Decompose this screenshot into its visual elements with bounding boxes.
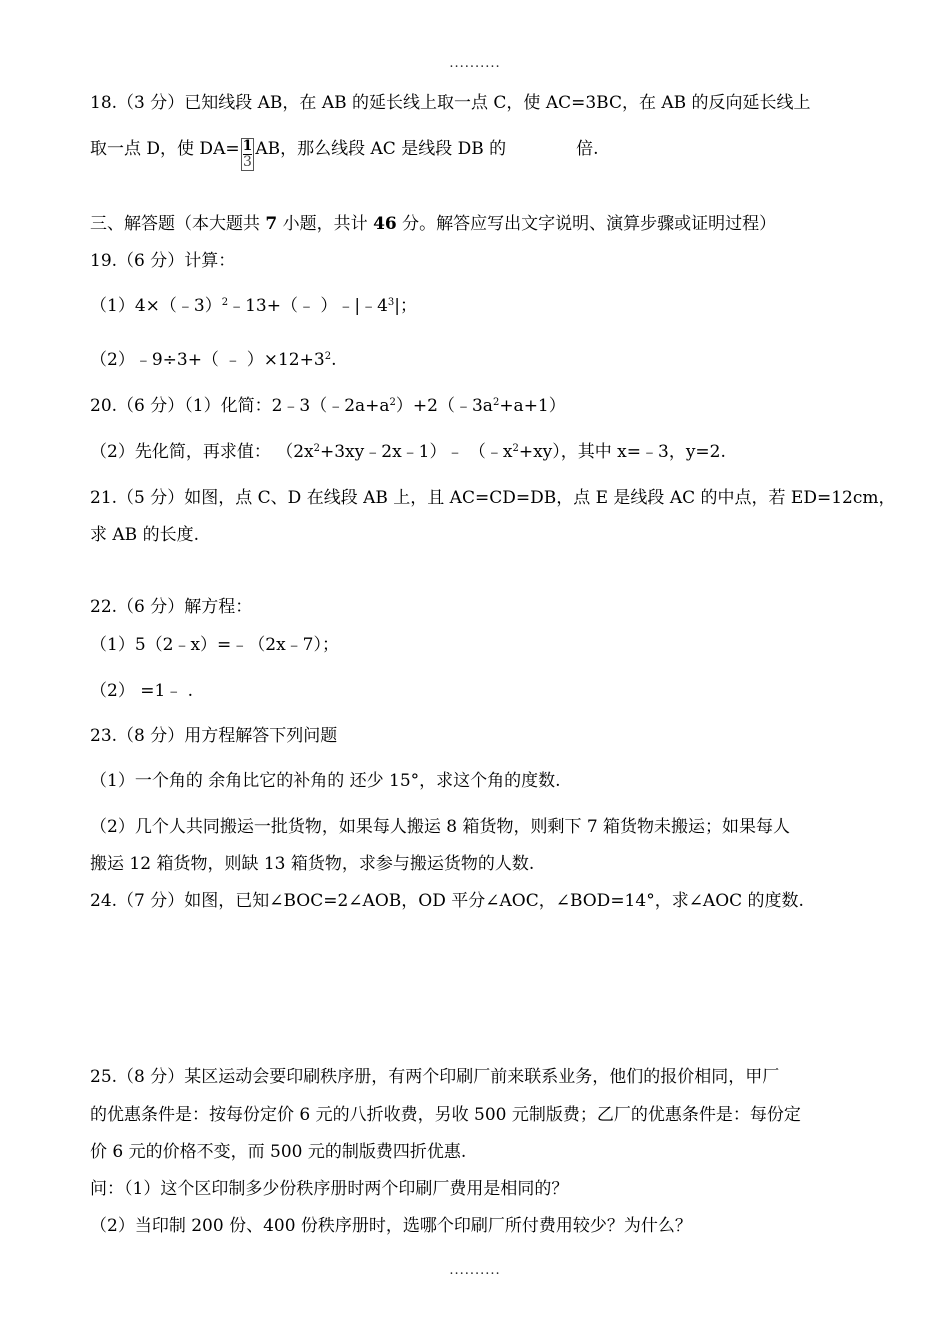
q19-part2 <box>90 349 336 371</box>
q20-p1-b: ）+2（﹣3a <box>395 396 493 416</box>
q20-p2-exp2: 2 <box>512 443 519 454</box>
fraction-one-third <box>241 138 255 171</box>
q25-question2: （2）当印制 200 份、400 份秩序册时，选哪个印刷厂所付费用较少？为什么？ <box>90 1216 692 1236</box>
q25-line2: 的优惠条件是：按每份定价 6 元的八折收费，另收 500 元制版费；乙厂的优惠条件是：每份定 <box>90 1105 801 1125</box>
q23-part1: （1）一个角的 余角比它的补角的 还少 15°，求这个角的度数. <box>90 771 561 791</box>
section-3-text-c: 分。解答应写出文字说明、演算步骤或证明过程） <box>396 214 777 234</box>
q19-p1-c: |； <box>394 296 418 316</box>
q21-line1: 21.（5 分）如图，点 C、D 在线段 AB 上，且 AC=CD=DB，点 E 是线段 AC 的中点，若 ED=12cm， <box>90 488 896 508</box>
q25-question1: 问：（1）这个区印制多少份秩序册时两个印刷厂费用是相同的？ <box>90 1179 569 1199</box>
q18-line1: 18.（3 分）已知线段 AB，在 AB 的延长线上取一点 C，使 AC=3BC，在 AB 的反向延长线上 <box>90 93 811 113</box>
header-dots: .......... <box>449 56 501 71</box>
q19-p2-a: （2）﹣9÷3+（ ﹣ ）×12+3 <box>90 350 325 370</box>
q20-p1-exp2: 2 <box>492 397 500 408</box>
q20-p1-c: +a+1） <box>499 396 566 416</box>
fraction-numerator: 1 <box>242 138 253 154</box>
section-3-text-a: 三、解答题（本大题共 <box>90 214 266 234</box>
q22-part1: （1）5（2﹣x）=﹣（2x﹣7）； <box>90 635 339 655</box>
q25-line1: 25.（8 分）某区运动会要印刷秩序册，有两个印刷厂前来联系业务，他们的报价相同，甲厂 <box>90 1067 780 1087</box>
section-3-points: 46 <box>373 214 397 234</box>
q18-text-a: 取一点 D，使 DA= <box>90 139 240 159</box>
q19-p1-exp1: 2 <box>221 297 229 308</box>
fraction-denominator: 3 <box>243 154 252 170</box>
q20-p2-a: （2）先化简，再求值： （2x <box>90 442 314 462</box>
q18-line2 <box>90 138 599 171</box>
q19-title: 19.（6 分）计算： <box>90 251 236 271</box>
section-3-heading <box>90 213 776 235</box>
q20-p2-b: +3xy﹣2x﹣1）﹣ （﹣x <box>320 442 513 462</box>
q23-title: 23.（8 分）用方程解答下列问题 <box>90 726 338 746</box>
q18-text-c: 倍. <box>576 139 599 159</box>
q19-p1-b: ﹣13+（﹣ ）﹣|﹣4 <box>228 296 388 316</box>
q19-p2-b: . <box>331 350 337 370</box>
q24-line: 24.（7 分）如图，已知∠BOC=2∠AOB，OD 平分∠AOC，∠BOD=14°，求∠AOC 的度数. <box>90 891 804 911</box>
q20-p1-a: 20.（6 分）（1）化简：2﹣3（﹣2a+a <box>90 396 390 416</box>
q23-part2-line2: 搬运 12 箱货物，则缺 13 箱货物，求参与搬运货物的人数. <box>90 854 535 874</box>
q19-p1-exp2: 3 <box>387 297 395 308</box>
q20-part2 <box>90 441 726 463</box>
footer-dots: .......... <box>449 1263 501 1278</box>
q22-part2: （2） =1﹣ . <box>90 681 194 701</box>
q19-part1 <box>90 295 417 317</box>
q20-p1-exp1: 2 <box>389 397 396 408</box>
q19-p2-exp: 2 <box>324 351 332 362</box>
q20-part1 <box>90 395 566 417</box>
q20-p2-exp1: 2 <box>313 443 320 454</box>
q25-line3: 价 6 元的价格不变，而 500 元的制版费四折优惠. <box>90 1142 467 1162</box>
q20-p2-c: +xy），其中 x=﹣3，y=2. <box>518 442 726 462</box>
section-3-count: 7 <box>265 214 278 234</box>
section-3-text-b: 小题，共计 <box>277 214 374 234</box>
q21-line2: 求 AB 的长度. <box>90 525 199 545</box>
q22-title: 22.（6 分）解方程： <box>90 597 253 617</box>
q23-part2-line1: （2）几个人共同搬运一批货物，如果每人搬运 8 箱货物，则剩下 7 箱货物未搬运；如果每人 <box>90 817 791 837</box>
q18-text-b: AB，那么线段 AC 是线段 DB 的 <box>255 139 507 159</box>
q19-p1-a: （1）4×（﹣3） <box>90 296 222 316</box>
